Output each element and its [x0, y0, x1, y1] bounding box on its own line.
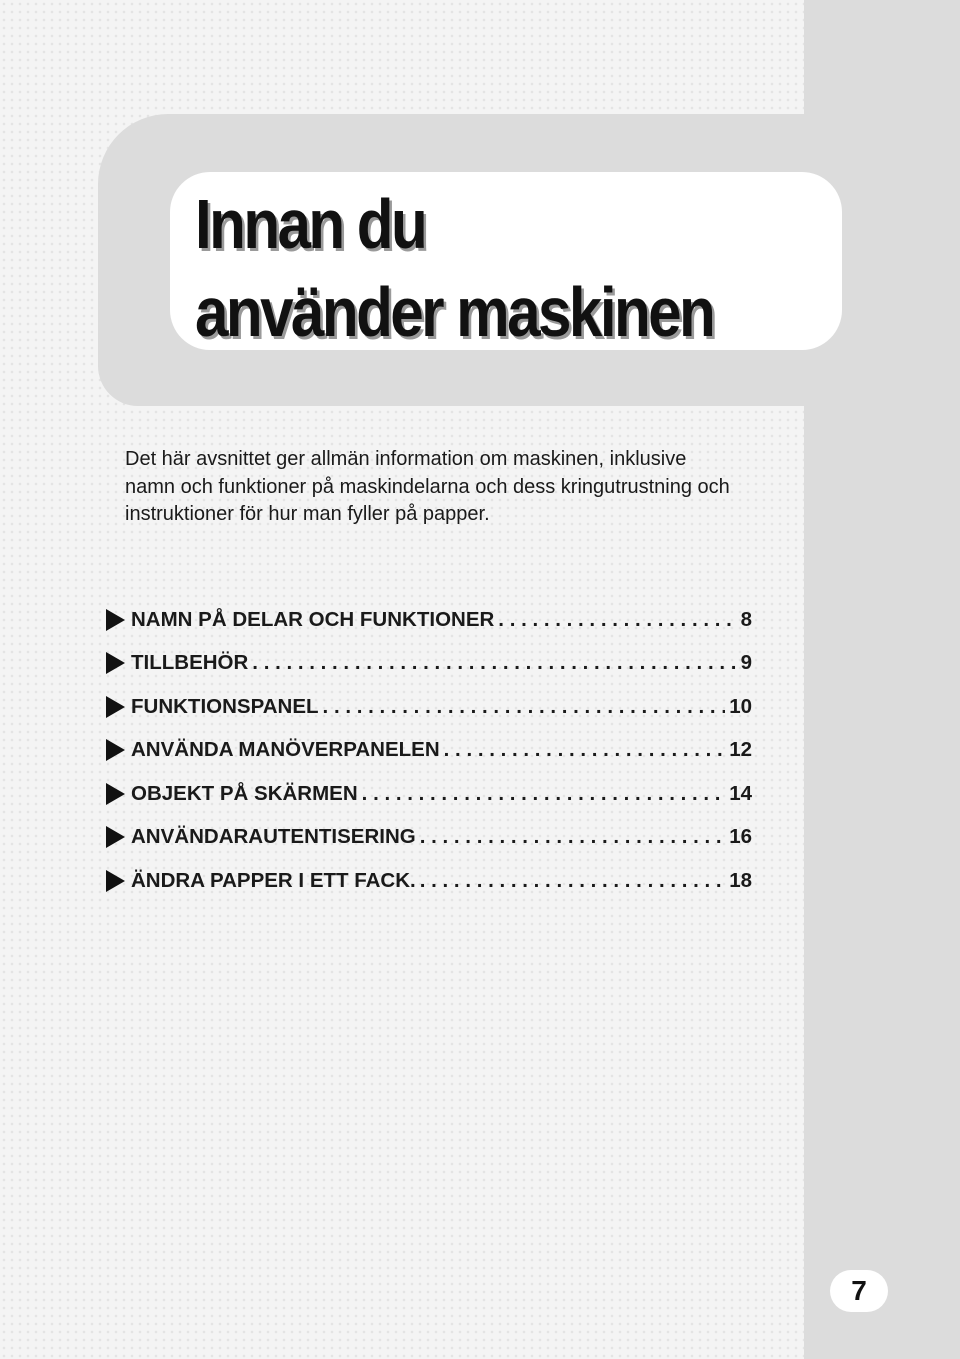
toc-page-number: 9 [740, 651, 752, 675]
toc-label: ÄNDRA PAPPER I ETT FACK. [131, 868, 416, 892]
toc-item[interactable] [106, 859, 752, 903]
arrow-right-icon [106, 826, 125, 848]
arrow-right-icon [106, 783, 125, 805]
toc-leader [420, 869, 725, 893]
toc-leader [498, 608, 736, 632]
table-of-contents [106, 598, 752, 903]
chapter-title-line-1: Innan du [195, 185, 426, 263]
page-number-badge [830, 1270, 888, 1312]
toc-label: ANVÄNDARAUTENTISERING [131, 825, 416, 849]
toc-leader [323, 695, 726, 719]
arrow-right-icon [106, 652, 125, 674]
toc-item[interactable] [106, 729, 752, 773]
arrow-right-icon [106, 870, 125, 892]
toc-item[interactable] [106, 642, 752, 686]
toc-item[interactable] [106, 685, 752, 729]
arrow-right-icon [106, 739, 125, 761]
toc-page-number: 12 [729, 738, 752, 762]
toc-page-number: 16 [729, 825, 752, 849]
toc-label: OBJEKT PÅ SKÄRMEN [131, 781, 358, 805]
toc-page-number: 10 [729, 694, 752, 718]
toc-page-number: 8 [740, 607, 752, 631]
toc-label: TILLBEHÖR [131, 651, 249, 675]
toc-item[interactable] [106, 772, 752, 816]
chapter-title [195, 180, 745, 356]
toc-leader [252, 651, 736, 675]
chapter-title-line-2: använder maskinen [195, 273, 714, 351]
toc-label: FUNKTIONSPANEL [131, 694, 319, 718]
arrow-right-icon [106, 696, 125, 718]
toc-item[interactable] [106, 816, 752, 860]
toc-page-number: 18 [729, 868, 752, 892]
toc-leader [420, 825, 725, 849]
page-number: 7 [851, 1275, 867, 1306]
toc-label: NAMN PÅ DELAR OCH FUNKTIONER [131, 607, 495, 631]
toc-leader [362, 782, 726, 806]
toc-page-number: 14 [729, 781, 752, 805]
arrow-right-icon [106, 609, 125, 631]
intro-paragraph: Det här avsnittet ger allmän information om maskinen, inklusive namn och funktioner på maskindelarna och dess kringutrustning och instruktioner för hur man fyller på papper. [125, 448, 730, 525]
toc-item[interactable] [106, 598, 752, 642]
toc-label: ANVÄNDA MANÖVERPANELEN [131, 738, 440, 762]
toc-leader [444, 738, 726, 762]
